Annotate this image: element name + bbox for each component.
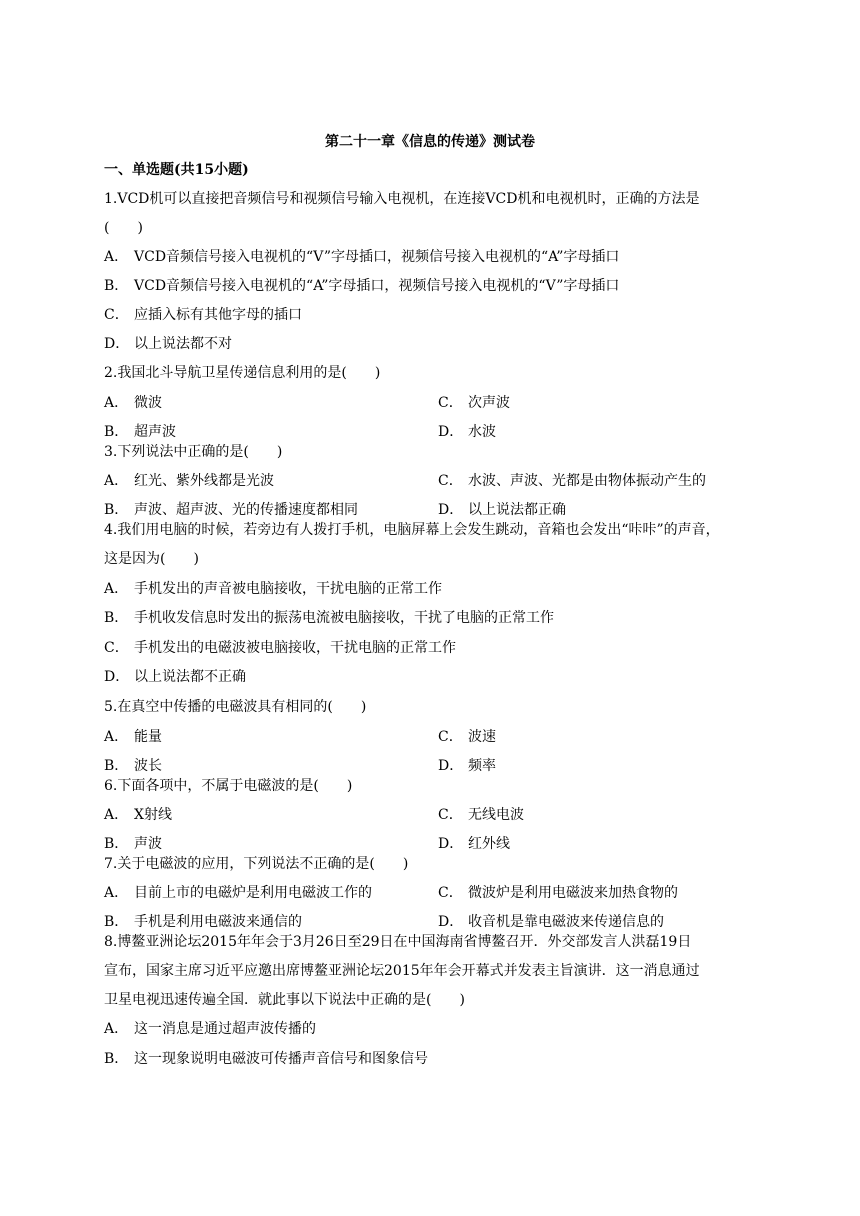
q4-option-c: C． 手机发出的电磁波被电脑接收，干扰电脑的正常工作 bbox=[104, 640, 456, 656]
question-2-stem: 2.我国北斗导航卫星传递信息利用的是( ) bbox=[104, 365, 381, 381]
question-6-stem: 6.下面各项中，不属于电磁波的是( ) bbox=[104, 778, 353, 794]
q1-option-b: B． VCD音频信号接入电视机的“A”字母插口，视频信号接入电视机的“V”字母插口 bbox=[104, 278, 620, 294]
question-7-stem: 7.关于电磁波的应用，下列说法不正确的是( ) bbox=[104, 856, 409, 872]
q1-option-d: D． 以上说法都不对 bbox=[104, 336, 232, 352]
q2-option-a: A． 微波 bbox=[104, 395, 162, 411]
question-8-stem-cont-2: 卫星电视迅速传遍全国．就此事以下说法中正确的是( ) bbox=[104, 992, 465, 1008]
q4-option-a: A． 手机发出的声音被电脑接收，干扰电脑的正常工作 bbox=[104, 581, 442, 597]
q3-option-c: C． 水波、声波、光都是由物体振动产生的 bbox=[438, 473, 706, 489]
q5-option-b: B． 波长 bbox=[104, 758, 162, 774]
q2-option-b: B． 超声波 bbox=[104, 424, 176, 440]
q6-option-a: A． X射线 bbox=[104, 807, 172, 823]
q4-option-b: B． 手机收发信息时发出的振荡电流被电脑接收，干扰了电脑的正常工作 bbox=[104, 610, 554, 626]
q3-option-a: A． 红光、紫外线都是光波 bbox=[104, 473, 274, 489]
question-1-stem-cont: ( ) bbox=[104, 220, 143, 236]
q7-option-a: A． 目前上市的电磁炉是利用电磁波工作的 bbox=[104, 885, 372, 901]
q1-option-a: A． VCD音频信号接入电视机的“V”字母插口，视频信号接入电视机的“A”字母插口 bbox=[104, 249, 620, 265]
q3-option-d: D． 以上说法都正确 bbox=[438, 502, 566, 518]
q4-option-d: D． 以上说法都不正确 bbox=[104, 669, 246, 685]
q8-option-b: B． 这一现象说明电磁波可传播声音信号和图象信号 bbox=[104, 1051, 428, 1067]
q3-option-b: B． 声波、超声波、光的传播速度都相同 bbox=[104, 502, 358, 518]
q5-option-d: D． 频率 bbox=[438, 758, 496, 774]
question-3-stem: 3.下列说法中正确的是( ) bbox=[104, 444, 283, 460]
question-8-stem-cont-1: 宣布，国家主席习近平应邀出席博鳌亚洲论坛2015年年会开幕式并发表主旨演讲．这一消息通过 bbox=[104, 963, 700, 979]
page-title: 第二十一章《信息的传递》测试卷 bbox=[325, 134, 535, 150]
q1-option-c: C． 应插入标有其他字母的插口 bbox=[104, 307, 302, 323]
q6-option-b: B． 声波 bbox=[104, 836, 162, 852]
question-1-stem: 1.VCD机可以直接把音频信号和视频信号输入电视机，在连接VCD机和电视机时，正确的方法是 bbox=[104, 191, 700, 207]
q2-option-c: C． 次声波 bbox=[438, 395, 510, 411]
q5-option-c: C． 波速 bbox=[438, 729, 496, 745]
q6-option-d: D． 红外线 bbox=[438, 836, 510, 852]
q7-option-d: D． 收音机是靠电磁波来传递信息的 bbox=[438, 914, 664, 930]
question-8-stem: 8.博鳌亚洲论坛2015年年会于3月26日至29日在中国海南省博鳌召开．外交部发言人洪磊19日 bbox=[104, 934, 692, 950]
question-4-stem-cont: 这是因为( ) bbox=[104, 551, 199, 567]
question-4-stem: 4.我们用电脑的时候，若旁边有人拨打手机，电脑屏幕上会发生跳动，音箱也会发出“咔咔”的声音， bbox=[104, 522, 720, 538]
q5-option-a: A． 能量 bbox=[104, 729, 162, 745]
q7-option-c: C． 微波炉是利用电磁波来加热食物的 bbox=[438, 885, 678, 901]
section-heading: 一、单选题(共15小题) bbox=[104, 162, 249, 178]
q2-option-d: D． 水波 bbox=[438, 424, 496, 440]
question-5-stem: 5.在真空中传播的电磁波具有相同的( ) bbox=[104, 699, 367, 715]
q7-option-b: B． 手机是利用电磁波来通信的 bbox=[104, 914, 302, 930]
q8-option-a: A． 这一消息是通过超声波传播的 bbox=[104, 1021, 316, 1037]
q6-option-c: C． 无线电波 bbox=[438, 807, 524, 823]
